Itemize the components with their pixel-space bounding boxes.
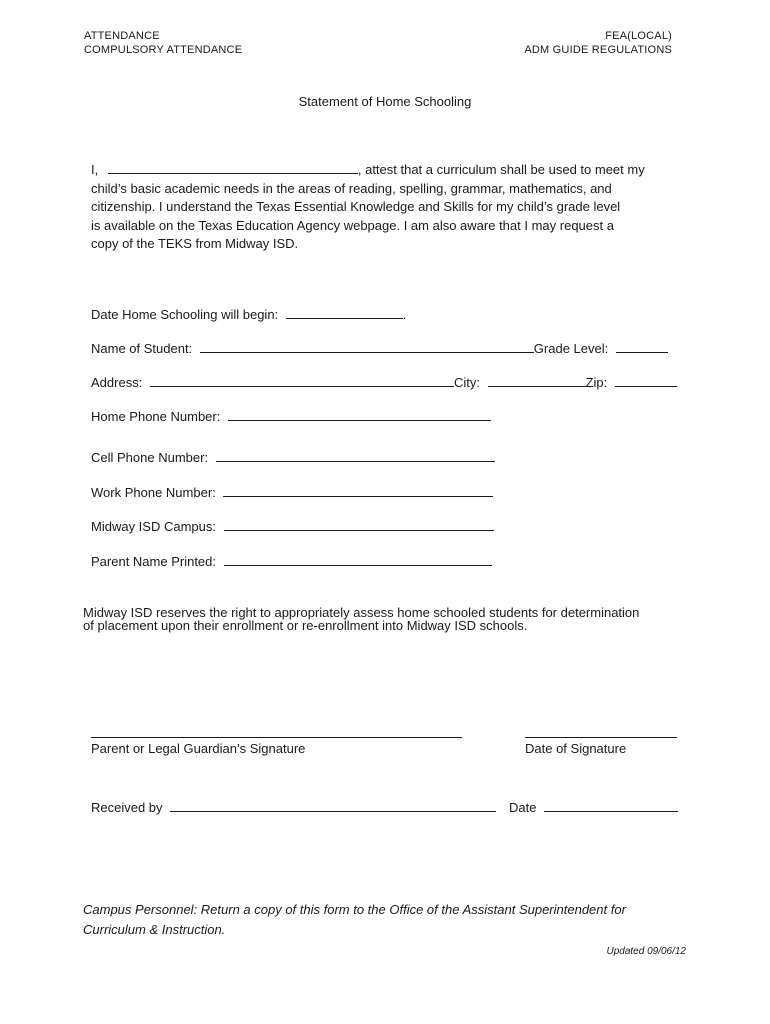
city-field[interactable] <box>488 373 586 387</box>
address-row <box>91 373 677 390</box>
grade-level-label: Grade Level: <box>533 341 609 356</box>
received-by-row <box>91 798 496 815</box>
statement-line-5: copy of the TEKS from Midway ISD. <box>91 236 299 251</box>
work-phone-row <box>91 483 493 500</box>
statement-line-1-text: , attest that a curriculum shall be used to meet my <box>357 162 645 177</box>
page-title: Statement of Home Schooling <box>298 94 472 109</box>
campus-field[interactable] <box>224 517 494 531</box>
work-phone-label: Work Phone Number: <box>91 485 216 500</box>
address-label: Address: <box>91 375 143 390</box>
header-right <box>524 29 672 57</box>
cell-phone-field[interactable] <box>216 448 495 462</box>
statement-line-4: is available on the Texas Education Agency webpage. I am also aware that I may request a <box>91 217 614 233</box>
campus-label: Midway ISD Campus: <box>91 519 216 534</box>
guardian-signature-label: Parent or Legal Guardian’s Signature <box>91 741 306 756</box>
header-policy-type: ADM GUIDE REGULATIONS <box>524 44 672 56</box>
statement-prefix: I, <box>91 162 99 177</box>
cell-phone-row <box>91 448 495 465</box>
parent-name-field[interactable] <box>224 552 492 566</box>
zip-label: Zip: <box>585 375 608 390</box>
notice-line-1: Midway ISD reserves the right to appropriately assess home schooled students for determination <box>83 605 640 620</box>
date-begin-label: Date Home Schooling will begin: <box>91 307 279 322</box>
signature-date-line[interactable] <box>525 737 677 738</box>
home-phone-label: Home Phone Number: <box>91 409 221 424</box>
date-begin-field[interactable] <box>286 305 403 319</box>
campus-row <box>91 517 494 534</box>
parent-name-row <box>91 552 492 569</box>
campus-personnel-instruction <box>83 900 626 940</box>
statement-line-1 <box>91 160 691 180</box>
date-begin-row <box>91 305 406 322</box>
address-field[interactable] <box>150 373 454 387</box>
header-subsection: COMPULSORY ATTENDANCE <box>84 44 243 56</box>
updated-date: Updated 09/06/12 <box>606 946 686 957</box>
student-row <box>91 339 668 356</box>
statement-paragraph <box>91 160 691 254</box>
assessment-notice <box>83 606 639 632</box>
parent-name-label: Parent Name Printed: <box>91 554 217 569</box>
received-date-field[interactable] <box>544 798 678 812</box>
received-by-field[interactable] <box>170 798 496 812</box>
grade-level-field[interactable] <box>616 339 668 353</box>
student-name-field[interactable] <box>200 339 534 353</box>
date-begin-suffix: . <box>402 307 407 322</box>
home-phone-field[interactable] <box>228 407 491 421</box>
city-label: City: <box>453 375 480 390</box>
header-left <box>84 29 242 57</box>
cell-phone-label: Cell Phone Number: <box>91 450 209 465</box>
notice-line-2: of placement upon their enrollment or re-enrollment into Midway ISD schools. <box>83 618 528 633</box>
signature-date-label: Date of Signature <box>525 741 627 756</box>
header-section: ATTENDANCE <box>84 30 160 42</box>
received-date-label: Date <box>509 800 537 815</box>
footer-line-1: Campus Personnel: Return a copy of this form to the Office of the Assistant Superintendent for <box>83 902 626 917</box>
work-phone-field[interactable] <box>223 483 493 497</box>
guardian-signature-line[interactable] <box>91 737 462 738</box>
statement-line-2: child’s basic academic needs in the areas of reading, spelling, grammar, mathematics, and <box>91 180 612 196</box>
footer-line-2: Curriculum & Instruction. <box>83 922 226 937</box>
header-policy-code: FEA(LOCAL) <box>605 30 672 42</box>
student-name-label: Name of Student: <box>91 341 193 356</box>
home-phone-row <box>91 407 491 424</box>
received-date-row <box>509 798 678 815</box>
zip-field[interactable] <box>615 373 677 387</box>
parent-name-blank[interactable] <box>108 160 358 174</box>
statement-line-3: citizenship. I understand the Texas Essential Knowledge and Skills for my child’s grade level <box>91 199 621 214</box>
received-by-label: Received by <box>91 800 163 815</box>
